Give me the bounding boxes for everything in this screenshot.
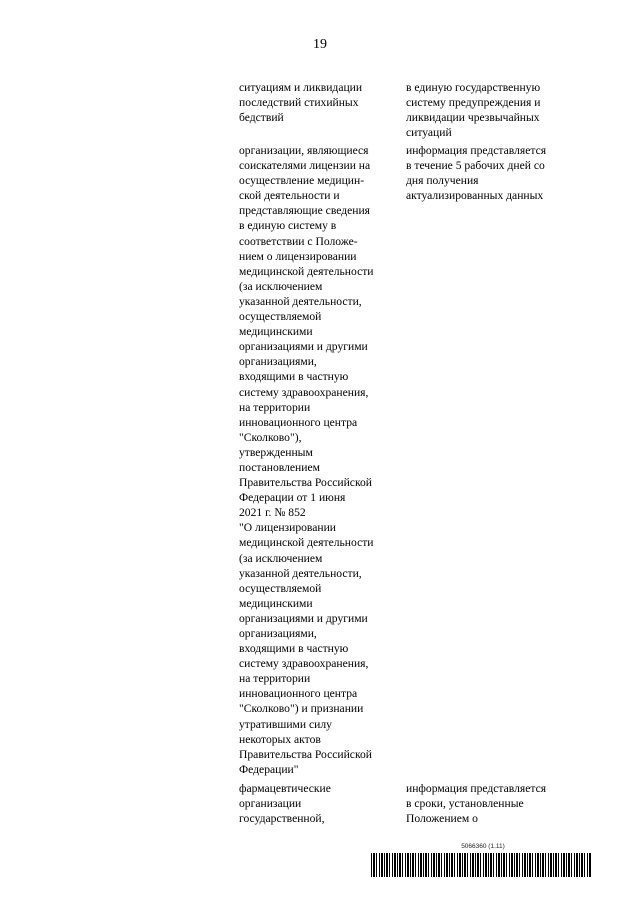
row-2-procedure: информация представляется в течение 5 рабочих дней со дня получения актуализированных данных — [406, 144, 547, 203]
row-1-procedure: в единую государственную систему предупреждения и ликвидации чрезвычайных ситуаций — [406, 81, 541, 140]
row-1-subject: ситуациям и ликвидации последствий стихийных бедствий — [239, 81, 363, 125]
document-code: 5066360 (1.11) — [461, 843, 505, 850]
row-2-subject: организации, являющиеся соискателями лицензии на осуществление медицин- ской деятельности и представляющие сведения в единую систему в соответствии с Положе- нием о лицензировании медицинской деятельности (за исключением указанной деятельности, осуществляемой медицинскими организациями и другими организациями, входящими в частную систему здравоохранения, на территории инновационного центра "Сколково"), утвержденным постановлением Правительства Российской Федерации от 1 июня 2021 г. № 852 "О лицензировании медицинской деятельности (за исключением указанной деятельности, осуществляемой медицинскими организациями и другими организациями, входящими в частную систему здравоохранения, на территории инновационного центра "Сколково") и признании утратившими силу некоторых актов Правительства Российской Федерации" — [239, 144, 374, 776]
page-number: 19 — [313, 37, 327, 52]
row-3-subject: фармацевтические организации государственной, — [239, 782, 331, 826]
barcode-icon — [371, 853, 591, 877]
row-3-procedure: информация представляется в сроки, установленные Положением о — [406, 782, 547, 826]
